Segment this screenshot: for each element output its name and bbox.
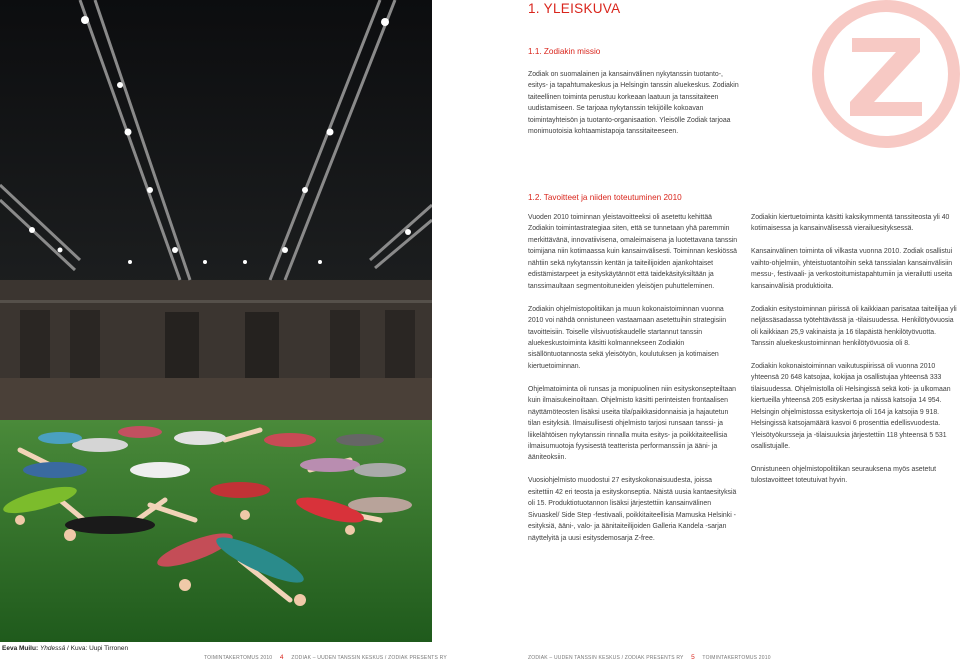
- page-number-right: 5: [691, 654, 695, 661]
- goals-column-2: [751, 212, 959, 498]
- goals-col2-paragraph: Kansainvälinen toiminta oli vilkasta vuonna 2010. Zodiak osallistui vaihto-ohjelmiin, yhteistuotantoihin sekä tanssialan kansainvälisiin messu-, festivaali- ja verkostoitumistapahtumiin ja vierailutti useita kansainvälisiä produktioita.: [751, 248, 953, 290]
- caption-author: Eeva Muilu:: [2, 645, 39, 652]
- goals-col1-paragraph: Ohjelmatoiminta oli runsas ja monipuolinen niin esityskonsepteiltaan kuin ilmaisukeinoiltaan. Ohjelmisto käsitti perinteisten frontaalisen näyttämöteosten lisäksi useita tila/paikkasidonnaisia ja hajautetun tilan esityksiä. Ilmaisullisesti ohjelmisto tarjosi runsaan tanssi- ja liikelähtöisen nykytanssin rinnalla muita esitys- ja poikkitaiteellisia ilmaisumuotoja fyysisestä teatterista performanssiin ja ääni- ja ääniteoksiin.: [528, 385, 736, 462]
- footer-left-report: TOIMINTAKERTOMUS 2010: [204, 655, 273, 661]
- caption-title: Yhdessä: [39, 645, 66, 652]
- section-heading-mission: 1.1. Zodiakin missio: [528, 47, 601, 56]
- goals-col1-paragraph: Zodiakin ohjelmistopolitiikan ja muun kokonaistoiminnan vuonna 2010 voi nähdä onnistuneen vastaamaan asetettuihin strategisiin tavoitteisiin. Toiselle vilsivuotiskaudelle startannut tanssin aluekeskustoiminta käsitti kolmannekseen Zodiakin sisällöntuotannosta sekä yleisötyön, koulutuksen ja kotimaisen kiertuetoiminnan.: [528, 305, 727, 370]
- goals-col2-paragraph: Zodiakin esitystoiminnan piirissä oli kaikkiaan parisataa taiteilijaa yli neljässäsadassa työtehtävässä ja -tilaisuudessa. Henkilötyövuosia oli kaikkiaan 25,9 vakinaista ja 16 tilapäistä henkilötyövuotta. Tanssin aluekeskustoiminnan henkilötyövuosia oli 8.: [751, 305, 957, 347]
- mission-text: Zodiak on suomalainen ja kansainvälinen nykytanssin tuotanto-, esitys- ja tapahtumakeskus ja Helsingin tanssin aluekeskus. Zodiakin taiteellinen toiminta perustuu korkeaan laatuun ja tanssitaiteen uudistamiseen. Se tarjoaa nykytanssin tekijöille kokoavan toimintayhteisön ja tuotanto-organisaation. Yleisölle Zodiak tarjoaa monimuotoisia kohtaamistapoja tanssitaiteeseen.: [528, 71, 739, 136]
- dancers-photo-illustration: [0, 0, 432, 642]
- footer-left-org: ZODIAK – UUDEN TANSSIN KESKUS / ZODIAK PRESENTS RY: [291, 655, 447, 661]
- goals-col2-paragraph: Zodiakin kiertuetoiminta käsitti kaksikymmentä tanssiteosta yli 40 kotimaisessa ja kansainvälisessä vierailuesityksessä.: [751, 214, 950, 233]
- photo-caption: [2, 645, 128, 652]
- chapter-title: 1. YLEISKUVA: [528, 1, 621, 16]
- goals-col2-paragraph: Zodiakin kokonaistoiminnan vaikutuspiirissä oli vuonna 2010 yhteensä 20 648 katsojaa, kokijaa ja osallistujaa yhteensä 333 tilaisuudessa. Ohjelmistolla oli Helsingissä sekä koti- ja ulkomaan kiertueilla yhteensä 205 esityskertaa ja näissä katsojia 14 954. Helsingin ohjelmistossa esityskertoja oli 164 ja katsojia 9 918. Helsingissä katsojamäärä kasvoi 6 prosenttia edellisvuodesta. Yleisötyökursseja ja -tilaisuuksia järjestettiin 118 yhteensä 5 531 osallistujalle.: [751, 362, 951, 451]
- section-heading-goals: 1.2. Tavoitteet ja niiden toteutuminen 2010: [528, 193, 682, 202]
- page-number-left: 4: [279, 654, 284, 661]
- zodiak-logo-icon: [812, 0, 960, 148]
- caption-separator: /: [67, 645, 69, 652]
- goals-column-1: [528, 212, 738, 556]
- footer-right-report: TOIMINTAKERTOMUS 2010: [702, 655, 771, 661]
- footer-left: [204, 654, 447, 661]
- goals-col1-paragraph: Vuosiohjelmisto muodostui 27 esityskokonaisuudesta, joissa esitettiin 42 eri teosta ja esityskonseptia. Näistä uusia kantaesityksiä oli 15. Produktiotuotannon lisäksi järjestettiin kansainvälinen Sivuaskel/ Side Step -festivaali, poikkitaiteellisia Mamuska Helsinki -esityksiä, ääni-, valo- ja äänitaiteilijoiden Galleria Kandela -sarjan näyttelyitä ja uusi esitysdemosarja Z-free.: [528, 477, 737, 542]
- goals-col1-paragraph: Vuoden 2010 toiminnan yleistavoitteeksi oli asetettu kehittää Zodiakin toimintastrategiaa siten, että se tunnetaan yhä paremmin merkittävänä, innovatiivisena, omaleimaisena ja luotettavana tanssin toimijana niin kotimaassa kuin kansainvälisesti. Toiminnan keskiössä nähtiin sekä nykytanssin kentän ja taiteilijoiden ajankohtaiset edistämistarpeet ja esityskäytännöt että taidekäsityksiltään ja tanssimaultaan segmentoituneiden yleisöjen puhutteleminen.: [528, 214, 738, 290]
- footer-right: [528, 654, 771, 661]
- goals-col2-paragraph: Onnistuneen ohjelmistopolitiikan seurauksena myös asetetut tulostavoitteet toteutuivat hyvin.: [751, 465, 937, 485]
- footer-right-org: ZODIAK – UUDEN TANSSIN KESKUS / ZODIAK PRESENTS RY: [528, 655, 684, 661]
- caption-photographer: Kuva: Uupi Tirronen: [70, 645, 129, 652]
- hero-photo: [0, 0, 432, 642]
